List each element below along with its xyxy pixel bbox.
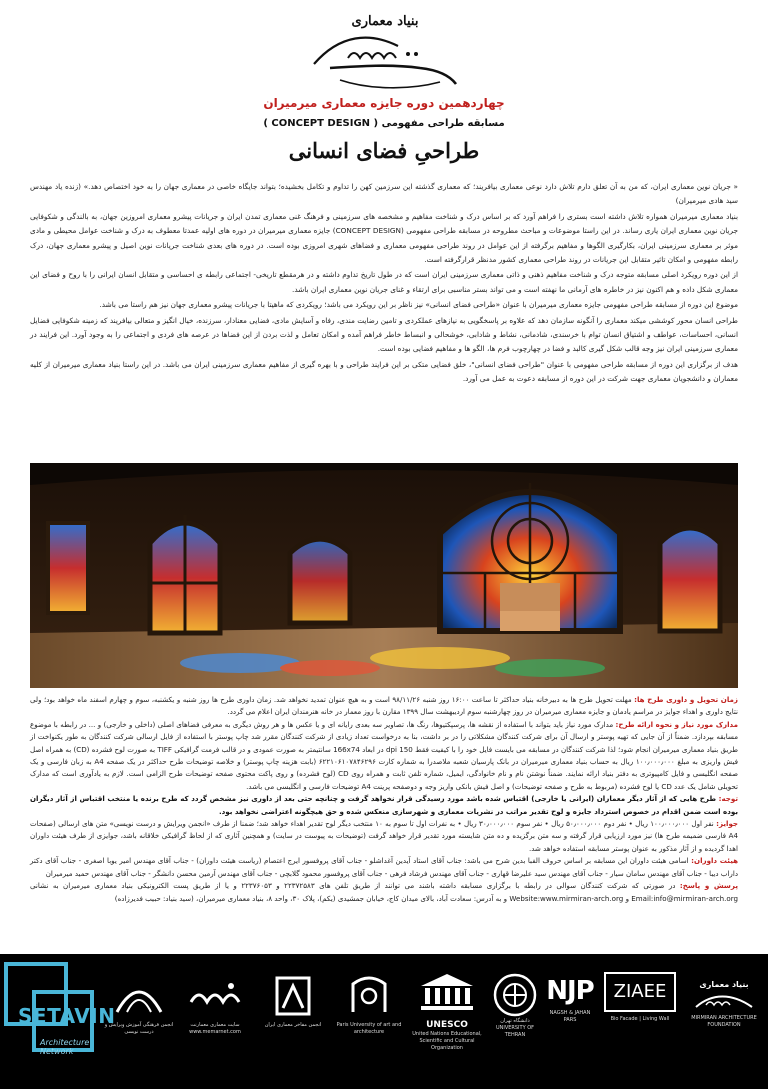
sponsor-title: بنیاد معماری: [699, 980, 749, 989]
sponsor-caption: سایت معماری معمارنت www.memarnet.com: [189, 1022, 241, 1035]
rules-label: پرسش و پاسخ:: [679, 881, 738, 891]
competition-title: چهاردهمین دوره جایزه معماری میرمیران: [263, 96, 505, 110]
org-name: بنیاد معماری: [351, 14, 419, 29]
sponsor-caption: MIRMIRAN ARCHITECTURE FOUNDATION: [691, 1015, 757, 1028]
rules-paragraph-prizes: [30, 818, 738, 855]
sponsor-unesco: [410, 972, 484, 1054]
sponsor-ziaee: [604, 972, 676, 1054]
sponsor-caption: Bio Facade | Living Wall: [610, 1016, 670, 1022]
stained-glass-hall-photo: [30, 463, 738, 688]
rules-text: مهلت تحویل طرح ها به دبیرخانه بنیاد حداکثر تا ساعت ۱۶:۰۰ روز شنبه ۹۸/۱۱/۲۶ است و به هیچ عنوان تمدید نخواهد شد. زمان داوری طرح ها روز شنبه و یکشنبه، سوم و چهارم اسفند ماه خواهد بود؛ ولی نتایج داوری و اهداء جوایز در مراسم یادمان و جایزه معماری میرمیران در روز چهارشنبه سوم اردیبهشت سال ۱۳۹۹ مقارن با روز معمار در خانه هنرمندان ایران اعلام می گردد.: [30, 695, 738, 717]
sponsor-caption: انجمن مفاخر معماری ایران: [264, 1022, 322, 1028]
writing-association-logo-icon: [109, 972, 169, 1022]
rules-paragraph-deadline: [30, 694, 738, 719]
mafakher-society-logo-icon: [263, 972, 323, 1022]
rules-paragraph-notice: [30, 793, 738, 818]
rules-paragraph-contact: [30, 880, 738, 905]
rules-paragraph-jury: [30, 855, 738, 880]
rules-text: نفر اول ۱۰۰٫۰۰۰٫۰۰۰ ریال • نفر دوم ۵۰٫۰۰۰٫۰۰۰ ریال • نفر سوم ۳۰٫۰۰۰٫۰۰۰ ریال • به نفرات اول تا سوم به ۱۰ منتخب دیگر لوح تقدیر اهداء خواهد شد؛ ضمنا از طرف «انجمن ویرایش و درست نویسی» متن های ارسالی (صفحات A4 فارسی ضمیمه طرح ها) نیز مورد ارزیابی قرار گرفته و سه متن برگزیده و ده متن شایسته مورد تقدیر قرار خواهد گرفت (توضیحات به پیوست در سایت) و همچنین آثاری که از لحاظ گرافیکی خلاقانه باشد، جوایزی از طرف هیئت داوران اهدا گردیده و از آثار مذکور به عنوان پوستر مسابقه استفاده خواهد شد.: [30, 819, 738, 853]
sponsors-footer: [0, 954, 768, 1089]
intro-paragraph: موضوع این دوره از مسابقه طراحی مفهومی جایزه معماری میرمیران با عنوان «طراحی فضای انسانی» نیز ناظر بر این رویکرد می باشد؛ رویکردی که ماهیتا با جریانات پیشرو معماری جهان نیز هم راستا می باشد.: [99, 300, 738, 310]
watermark-text: SETAVIN: [18, 1004, 116, 1028]
rules-label: توجه:: [718, 794, 738, 804]
intro-paragraph: طراحی انسان محور کوششی میکند معماری را آنگونه سازمان دهد که علاوه بر پاسخگویی به نیازهای عملکردی و تامین رضایت مندی، رفاه و آسایش مادی، فضایی معنادار، سرزنده، خیال انگیز و متعالی بیافریند که زمینه شکوفایی فضایل انسانی، احساسات، عواطف و اشتیاق انسان توام با خرسندی، شادمانی، نشاط و شادابی، خوشحالی و انبساط خاطر فراهم آمده و امکان تعامل و لذت بردن از این فضاها در عرصه های فردی و اجتماعی را به وجود آورد. این فرایند در معماری سرزمینی ایران نیز وجه قالب شکل گیری کالبد و فضا در چهارچوب فرم ها، الگو ها و مفاهیم فضایی بوده است.: [30, 315, 738, 354]
stained-glass-interior-illustration: [30, 463, 738, 688]
intro-paragraph: از این دوره رویکرد اصلی مسابقه متوجه درک و شناخت مفاهیم ذهنی و ذاتی معماری سرزمینی ایران است که در طول تاریخ تداوم داشته و در هرمقطع تاریخی- اجتماعی رابطه ی احساسی و متقابل انسان ایرانی را با روح و فضای این معماری شکل داده و هم اکنون نیز در خاطره های آرمانی ما نهفته است و می تواند بستر مناسبی برای ارتقاء و غنای جریان نوین معماری ایران باشد.: [30, 270, 738, 294]
sponsor-mirmiran-foundation: [684, 972, 764, 1054]
sponsor-title: ZIAEE: [604, 972, 676, 1012]
intro-paragraph: بنیاد معماری میرمیران همواره تلاش داشته است بستری را فراهم آورد که بر اساس درک و شناخت مفاهیم و مشخصه های سرزمینی و فرهنگ غنی معماری تمدن ایران و جریانات پیشرو معماری امروزین جهان، به بالندگی و شکوفایی جریان نوین معماری ایران یاری رساند. در این راستا موضوعات و مباحث مطروحه در مسابقه طراحی مفهومی (CONCEPT DESIGN) جایزه معماری میرمیران در دوره های اولیه عمدتا معطوف به درک و شناخت عوامل محیطی و مادی موثر بر معماری سرزمینی ایران، بکارگیری الگوها و مفاهیم برگرفته از این عوامل در روند طراحی مفهومی معماری و فضاهای شهری امروزی بوده است. در دوره های بعدی شناخت جریانات نوین اصیل و پیشرو معماری جهان، درک رابطه مفهومی و امکان تاثیر متقابل این جریانات در روند طراحی معماری کشور مدنظر قرارگرفته است.: [30, 211, 738, 265]
sponsor-mafakher-society: [258, 972, 328, 1054]
intro-paragraph: « جریان نوین معماری ایران، که من به آن تعلق دارم تلاش دارد نوعی معماری بیافریند؛ که معماری گذشته این سرزمین کهن را تداوم و تکامل بخشیده؛ بتواند جایگاه خاصی در معماری جهان را به خود اختصاص دهد.» (زنده یاد مهندس سید هادی میرمیران): [30, 182, 738, 206]
sponsor-caption: انجمن فرهنگی آموزش ویرایش و درست نویسی: [104, 1022, 174, 1035]
sponsor-title: NJP: [546, 976, 594, 1006]
poster-header: [0, 0, 768, 176]
rules-text: مدارک مورد نیاز باید بتواند با استفاده از نقشه ها، پرسپکتیوها، رنگ ها، تصاویر سه بعدی رایانه ای و یا عکس ها و هر روش دیگری به معرفی فضاهای اصلی (داخلی و خارجی) و ... در رابطه با موضوع مسابقه بپردازد. ضمناً از آن جایی که تهیه پوستر و ارسال آن برای شرکت کنندگان مشکلاتی را در بر داشت، بنا به درخواست تعداد زیادی از شرکت کنندگان مقرر شد چاپ پوستر با استفاده از فایل ارسالی شرکت کنندگان به طور یکنواخت از طریق بنیاد معماری میرمیران انجام شود؛ لذا شرکت کنندگان در مسابقه می بایست فایل خود را با کیفیت فقط 150 dpi در ابعاد 166x74 سانتیمتر به صورت عمودی و در قالب فرمت گرافیکی TIFF به صورت لوح فشرده (CD) به همراه اصل فیش واریزی به مبلغ ۱۰۰٫۰۰۰٫۰۰۰ ریال به حساب بنیاد معماری میرمیران در بانک پارسیان شعبه ملاصدرا به شماره کارت ۶۲۲۱۰۶۱۰۷۸۴۶۲۹۶ (بابت هزینه چاپ پوستر) و خلاصه توضیحات طرح حداکثر در یک صفحه A4 به زبان فارسی و یک صفحه انگلیسی و فایل کامپیوتری به دفتر بنیاد ارائه نمایند. ضمناً نوشتن نام و نام خانوادگی، ایمیل، شماره تلفن ثابت و همراه روی CD (لوح فشرده) و روی پاکت محتوی صفحه توضیحات طرح الزامی است. لازم به یادآوری است که مدارک تحویلی شامل یک عدد CD یا لوح فشرده (مربوط به طرح و صفحه توضیحات) و اصل فیش بانکی واریز وجه و دوصفحه پرینت A4 توضیحات فارسی و انگلیسی می باشد.: [30, 719, 739, 791]
sponsor-memarnet: [180, 972, 250, 1054]
rules-label: زمان تحویل و داوری طرح ها:: [634, 695, 738, 704]
competition-subtitle: مسابقه طراحی مفهومی ( CONCEPT DESIGN ): [263, 118, 505, 129]
paris-university-logo-icon: [339, 972, 399, 1022]
rules-text: طرح هایی که از آثار دیگر معماران (ایرانی یا خارجی) اقتباس شده باشد مورد رسیدگی قرار نخواهد گرفت و چنانچه حتی بعد از داوری نیز مشخص گردد که طرح برنده یا منتخب اقتباس از آثار دیگران بوده است ضمن اقدام در خصوص استرداد جایزه و لوح تقدیر مراتب در نشریات معماری و شهرسازی منعکس شده و حق هیچگونه اعتراضی نخواهد بود.: [30, 794, 738, 816]
watermark-subtext: Architecture Network: [40, 1038, 90, 1056]
rules-label: هیئت داوران:: [691, 856, 739, 866]
memarnet-logo-icon: [185, 972, 245, 1022]
rules-label: مدارک مورد نیاز و نحوه ارائه طرح:: [615, 719, 739, 729]
intro-paragraph: هدف از برگزاری این دوره از مسابقه طراحی مفهومی با عنوان "طراحی فضای انسانی"، خلق فضایی متکی بر این فرایند طراحی و با بهره گیری از مفاهیم معماری سرزمینی ایران می باشد. در این راستا بنیاد معماری میرمیران از کلیه معماران و دانشجویان معماری جهت شرکت در این دوره از مسابقه دعوت به عمل می آورد.: [30, 359, 738, 384]
main-title: طراحیِ فضای انسانی: [288, 138, 480, 163]
intro-text: [30, 180, 738, 388]
rules-label: جوایز:: [716, 819, 739, 829]
sponsor-caption: Paris University of art and architecture: [336, 1022, 402, 1035]
unesco-temple-icon: [415, 972, 479, 1012]
sponsor-paris-university: [334, 972, 404, 1054]
sponsor-university-of-tehran: [490, 972, 540, 1054]
sponsor-caption: NAGSH & JAHAN PARS: [549, 1010, 591, 1023]
university-of-tehran-emblem-icon: [492, 972, 538, 1018]
sponsor-caption: United Nations Educational, Scientific and Cultural Organization: [412, 1031, 482, 1051]
setavin-watermark: [4, 962, 116, 1056]
rules-paragraph-documents: [30, 719, 738, 793]
sponsor-writing-association: [104, 972, 174, 1054]
sponsor-title: UNESCO: [426, 1020, 468, 1030]
competition-rules: [30, 694, 738, 905]
rules-text: در صورتی که شرکت کنندگان سوالی در رابطه با برگزاری مسابقه داشته باشند می توانند از طریق تلفن های ۲۲۳۷۲۵۸۳ و ۲۲۳۷۶۰۵۳ و یا از طریق پست الکترونیکی بنیاد معماری میرمیران به نشانی Email:info@mirmiran-arch.org و Website:www.mirmiran-arch.org و به آدرس: سعادت آباد، بالای میدان کاج، خیابان جمشیدی (یکم)، پلاک ۳۰، واحد ۸، بنیاد معماری میرمیران، (سید بنیاد: حبیب فدیرزاده): [30, 881, 738, 903]
rules-text: اسامی هیئت داوران این مسابقه بر اساس حروف الفبا بدین شرح می باشد: جناب آقای استاد آیدین آغداشلو - جناب آقای پروفسور ایرج اعتصام (ریاست هیئت داوران) - جناب آقای مهندس امیر یوبا اصغری - جناب آقای دکتر داراب دیبا - جناب آقای مهندس سامان سیار - جناب آقای مهندس سید علیرضا قهاری - جناب آقای مهندس فرشاد فرهی - جناب آقای پروفسور محمود گلابچی - جناب آقای مهندس آرمین محسن دانشگر - جناب آقای مهندس حمید میرمیران: [30, 856, 738, 878]
sponsor-caption: دانشگاه تهران UNIVERSITY OF TEHRAN: [495, 1018, 535, 1038]
mirmiran-logo-icon: [300, 24, 470, 96]
sponsor-njp: [544, 972, 596, 1054]
mirmiran-small-logo-icon: [692, 991, 756, 1015]
